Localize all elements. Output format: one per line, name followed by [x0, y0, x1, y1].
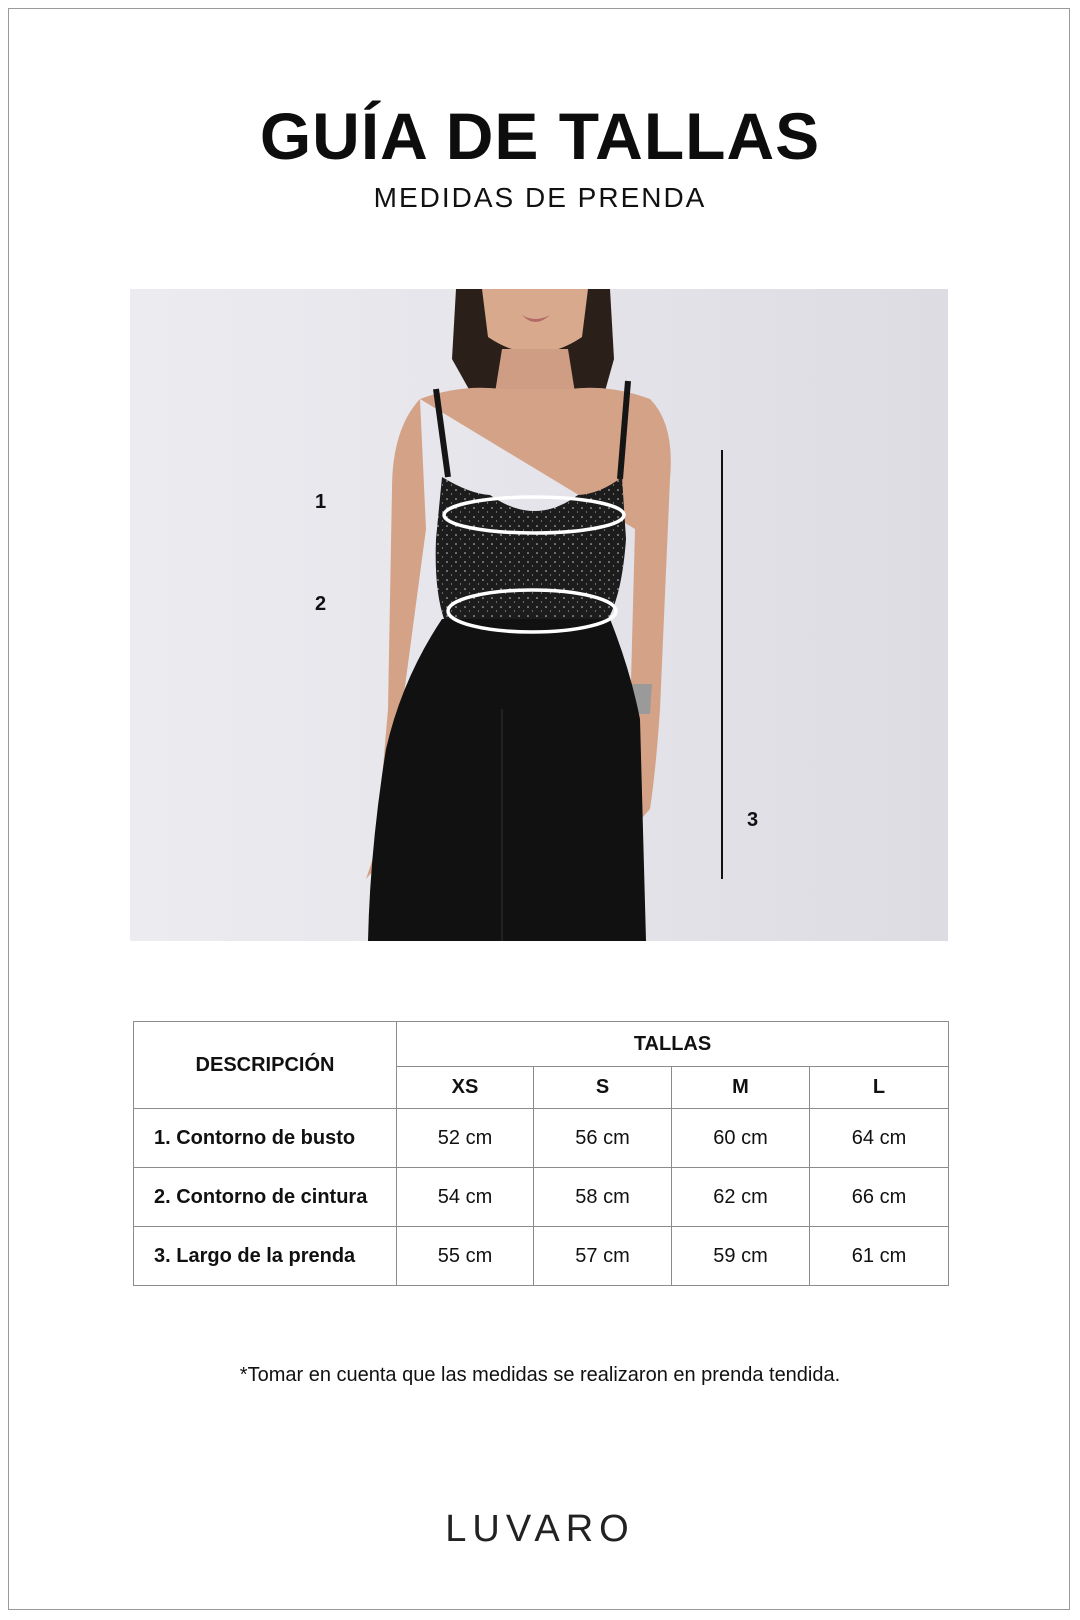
- footnote: *Tomar en cuenta que las medidas se realizaron en prenda tendida.: [239, 1364, 841, 1386]
- table-row: [134, 1168, 949, 1227]
- row-label: 2. Contorno de cintura: [134, 1168, 397, 1227]
- page-subtitle: MEDIDAS DE PRENDA: [373, 182, 707, 213]
- table-cell: 56 cm: [534, 1109, 672, 1168]
- size-l-header: L: [810, 1067, 949, 1109]
- table-cell: 60 cm: [672, 1109, 810, 1168]
- brand-logo: LUVARO: [445, 1508, 635, 1550]
- row-label: 1. Contorno de busto: [134, 1109, 397, 1168]
- table-cell: 61 cm: [810, 1227, 949, 1286]
- table-cell: 59 cm: [672, 1227, 810, 1286]
- marker-1-label: 1: [315, 491, 327, 513]
- table-cell: 58 cm: [534, 1168, 672, 1227]
- table-header-row: [134, 1022, 949, 1067]
- table-row: [134, 1109, 949, 1168]
- description-header: DESCRIPCIÓN: [134, 1022, 397, 1109]
- size-s-header: S: [534, 1067, 672, 1109]
- marker-3-label: 3: [747, 809, 759, 831]
- table-cell: 54 cm: [397, 1168, 534, 1227]
- table-cell: 64 cm: [810, 1109, 949, 1168]
- table-cell: 52 cm: [397, 1109, 534, 1168]
- model-photo: [130, 289, 948, 941]
- marker-2-label: 2: [315, 593, 327, 615]
- size-m-header: M: [672, 1067, 810, 1109]
- sizes-header: TALLAS: [397, 1022, 949, 1067]
- table-cell: 55 cm: [397, 1227, 534, 1286]
- table-cell: 57 cm: [534, 1227, 672, 1286]
- table-cell: 66 cm: [810, 1168, 949, 1227]
- size-table: [133, 1021, 949, 1286]
- page-title: GUÍA DE TALLAS: [259, 99, 821, 173]
- table-cell: 62 cm: [672, 1168, 810, 1227]
- size-xs-header: XS: [397, 1067, 534, 1109]
- table-row: [134, 1227, 949, 1286]
- row-label: 3. Largo de la prenda: [134, 1227, 397, 1286]
